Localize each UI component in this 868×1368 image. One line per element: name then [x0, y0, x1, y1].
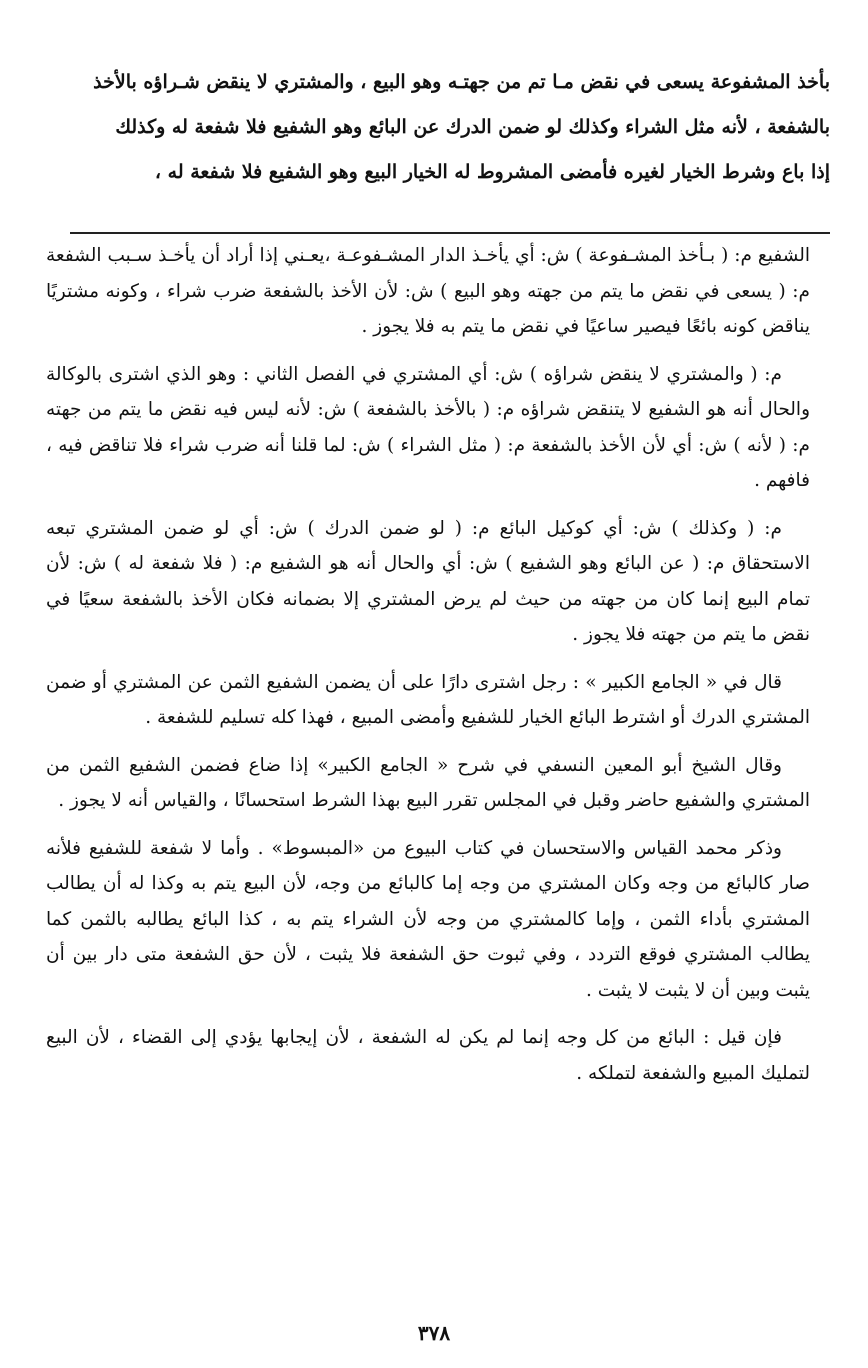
main-text-line: بالشفعة ، لأنه مثل الشراء وكذلك لو ضمن الدرك عن البائع وهو الشفيع فلا شفعة له وكذلك [115, 116, 830, 138]
commentary-paragraph: فإن قيل : البائع من كل وجه إنما لم يكن له الشفعة ، لأن إيجابها يؤدي إلى القضاء ، لأن البيع لتمليك المبيع والشفعة لتملكه . [46, 1027, 810, 1084]
main-text [70, 60, 830, 195]
separator-rule [70, 232, 830, 234]
commentary [46, 238, 810, 1103]
commentary-paragraph: قال في « الجامع الكبير » : رجل اشترى دارًا على أن يضمن الشفيع الثمن عن المشتري أو ضمن المشتري الدرك أو اشترط البائع الخيار للشفيع وأمضى المبيع ، فهذا كله تسليم للشفعة . [46, 671, 810, 728]
main-text-line: إذا باع وشرط الخيار لغيره فأمضى المشروط له الخيار البيع وهو الشفيع فلا شفعة له ، [154, 161, 830, 183]
commentary-paragraph: م: ( وكذلك ) ش: أي كوكيل البائع م: ( لو ضمن الدرك ) ش: أي لو ضمن المشتري تبعه الاستحقاق م: ( عن البائع وهو الشفيع ) ش: أي والحال أنه هو الشفيع م: ( فلا شفعة له ) ش: لأن تمام البيع إنما كان من جهته من حيث لم يرض المشتري إلا بضمانه فكان الأخذ بالشفعة سعيًا في نقض ما يتم من جهته فلا يجوز . [46, 517, 810, 645]
commentary-paragraph: وقال الشيخ أبو المعين النسفي في شرح « الجامع الكبير» إذا ضاع فضمن الشفيع الثمن من المشتري والشفيع حاضر وقبل في المجلس تقرر البيع بهذا الشرط استحسانًا ، والقياس أنه لا يجوز . [46, 754, 810, 811]
main-text-line: بأخذ المشفوعة يسعى في نقض مـا تم من جهتـه وهو البيع ، والمشتري لا ينقض شـراؤه بالأخذ [93, 71, 830, 93]
commentary-paragraph: م: ( والمشتري لا ينقض شراؤه ) ش: أي المشتري في الفصل الثاني : وهو الذي اشترى بالوكالة والحال أنه هو الشفيع لا يتنقض شراؤه م: ( بالأخذ بالشفعة ) ش: لأنه ليس فيه نقض ما يتم من جهته م: ( لأنه ) ش: أي لأن الأخذ بالشفعة م: ( مثل الشراء ) ش: لما قلنا أنه ضرب شراء فلا تناقض فيه ، فافهم . [46, 363, 810, 491]
commentary-paragraph: الشفيع م: ( بـأخذ المشـفوعة ) ش: أي يأخـذ الدار المشـفوعـة ،يعـني إذا أراد أن يأخـذ سـبب الشفعة م: ( يسعى في نقض ما يتم من جهته وهو البيع ) ش: لأن الأخذ بالشفعة ضرب شراء ، وكونه مشتريًا يناقض كونه بائعًا فيصير ساعيًا في نقض ما يتم به فلا يجوز . [46, 245, 810, 337]
commentary-paragraph: وذكر محمد القياس والاستحسان في كتاب البيوع من «المبسوط» . وأما لا شفعة للشفيع فلأنه صار كالبائع من وجه وكان المشتري من وجه إما كالبائع من وجه، لأن البيع يتم به وكذا له أن يطالب المشتري بأداء الثمن ، وإما كالمشتري من وجه لأن الشراء يتم به ، كذا البائع يطالبه بالثمن كما يطالب المشتري فوقع التردد ، وفي ثبوت حق الشفعة فلا يثبت ، لأن حق الشفعة متى دار بين أن يثبت وبين أن لا يثبت لا يثبت . [46, 837, 810, 1001]
page-number: ٣٧٨ [417, 1321, 451, 1345]
